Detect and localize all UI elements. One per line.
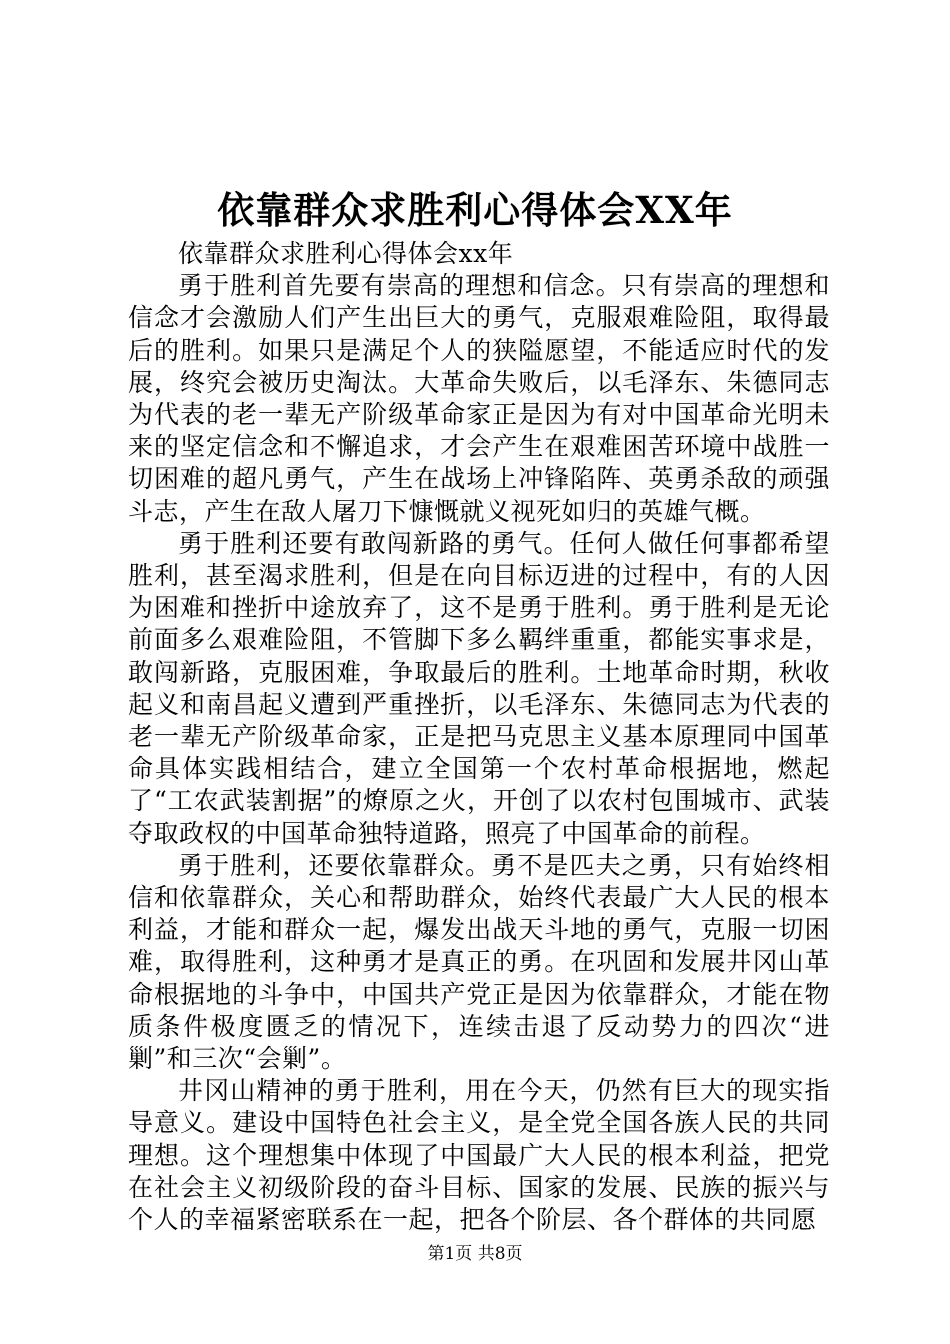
body-paragraph: 井冈山精神的勇于胜利，用在今天，仍然有巨大的现实指导意义。建设中国特色社会主义，是全党全国各族人民的共同理想。这个理想集中体现了中国最广大人民的根本利益，把党在社会主义初级阶段的奋斗目标、国家的发展、民族的振兴与个人的幸福紧密联系在一起，把各个阶层、各个群体的共同愿	[128, 1076, 830, 1235]
page-number-footer: 第1页 共8页	[427, 1244, 523, 1264]
body-paragraph: 勇于胜利还要有敢闯新路的勇气。任何人做任何事都希望胜利，甚至渴求胜利，但是在向目标迈进的过程中，有的人因为困难和挫折中途放弃了，这不是勇于胜利。勇于胜利是无论前面多么艰难险阻，不管脚下多么羁绊重重，都能实事求是，敢闯新路，克服困难，争取最后的胜利。土地革命时期，秋收起义和南昌起义遭到严重挫折，以毛泽东、朱德同志为代表的老一辈无产阶级革命家，正是把马克思主义基本原理同中国革命具体实践相结合，建立全国第一个农村革命根据地，燃起了“工农武装割据”的燎原之火，开创了以农村包围城市、武装夺取政权的中国革命独特道路，照亮了中国革命的前程。	[128, 528, 830, 848]
document-body	[128, 238, 830, 1236]
body-paragraph: 勇于胜利，还要依靠群众。勇不是匹夫之勇，只有始终相信和依靠群众，关心和帮助群众，始终代表最广大人民的根本利益，才能和群众一起，爆发出战天斗地的勇气，克服一切困难，取得胜利，这种勇才是真正的勇。在巩固和发展井冈山革命根据地的斗争中，中国共产党正是因为依靠群众，才能在物质条件极度匮乏的情况下，连续击退了反动势力的四次“进剿”和三次“会剿”。	[128, 850, 830, 1074]
document-title: 依靠群众求胜利心得体会XX年	[217, 188, 733, 232]
body-paragraph: 勇于胜利首先要有崇高的理想和信念。只有崇高的理想和信念才会激励人们产生出巨大的勇气，克服艰难险阻，取得最后的胜利。如果只是满足个人的狭隘愿望，不能适应时代的发展，终究会被历史淘汰。大革命失败后，以毛泽东、朱德同志为代表的老一辈无产阶级革命家正是因为有对中国革命光明未来的坚定信念和不懈追求，才会产生在艰难困苦环境中战胜一切困难的超凡勇气，产生在战场上冲锋陷阵、英勇杀敌的顽强斗志，产生在敌人屠刀下慷慨就义视死如归的英雄气概。	[128, 271, 830, 526]
document-subtitle: 依靠群众求胜利心得体会xx年	[178, 239, 514, 268]
